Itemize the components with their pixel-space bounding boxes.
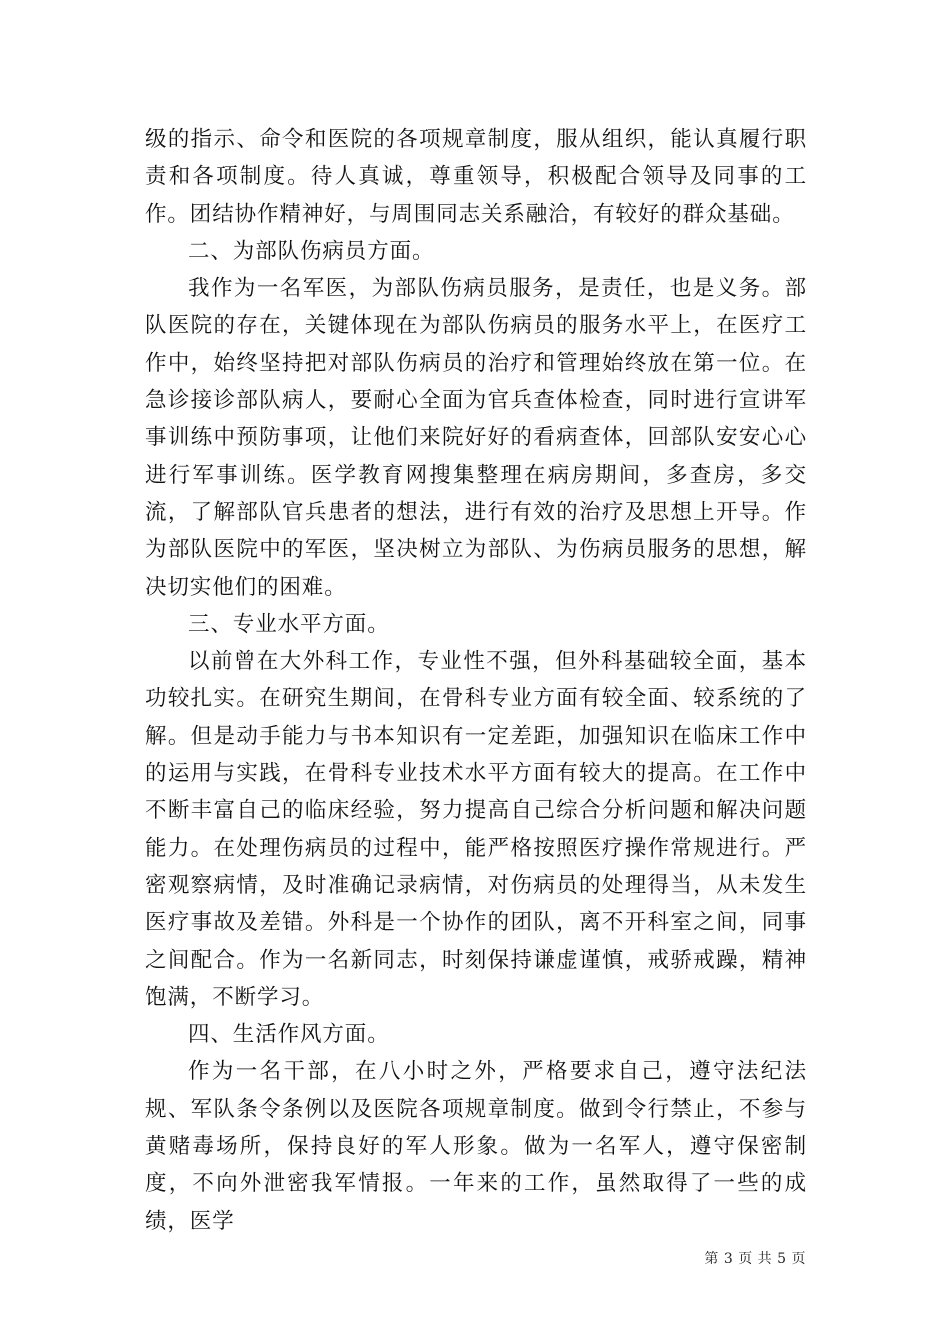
paragraph-conduct: 作为一名干部，在八小时之外，严格要求自己，遵守法纪法规、军队条令条例以及医院各项规章制度。做到令行禁止，不参与黄赌毒场所，保持良好的军人形象。做为一名军人，遵守保密制度，不向外泄密我军情报。一年来的工作，虽然取得了一些的成绩，医学	[145, 1059, 807, 1234]
section-heading-4: 四、生活作风方面。	[188, 1022, 390, 1048]
paragraph-continued: 级的指示、命令和医院的各项规章制度，服从组织，能认真履行职责和各项制度。待人真诚，尊重领导，积极配合领导及同事的工作。团结协作精神好，与周围同志关系融洽，有较好的群众基础。	[145, 127, 807, 227]
section-heading-2: 二、为部队伤病员方面。	[188, 238, 435, 264]
paragraph-professional: 以前曾在大外科工作，专业性不强，但外科基础较全面，基本功较扎实。在研究生期间，在骨科专业方面有较全面、较系统的了解。但是动手能力与书本知识有一定差距，加强知识在临床工作中的运用与实践，在骨科专业技术水平方面有较大的提高。在工作中不断丰富自己的临床经验，努力提高自己综合分析问题和解决问题能力。在处理伤病员的过程中，能严格按照医疗操作常规进行。严密观察病情，及时准确记录病情，对伤病员的处理得当，从未发生医疗事故及差错。外科是一个协作的团队，离不开科室之间，同事之间配合。作为一名新同志，时刻保持谦虚谨慎，戒骄戒躁，精神饱满，不断学习。	[145, 649, 807, 1010]
section-heading-3: 三、专业水平方面。	[188, 611, 390, 637]
document-body	[145, 121, 807, 1240]
page-footer: 第 3 页 共 5 页	[704, 1251, 806, 1267]
paragraph-service: 我作为一名军医，为部队伤病员服务，是责任，也是义务。部队医院的存在，关键体现在为部队伤病员的服务水平上，在医疗工作中，始终坚持把对部队伤病员的治疗和管理始终放在第一位。在急诊接诊部队病人，要耐心全面为官兵查体检查，同时进行宣讲军事训练中预防事项，让他们来院好好的看病查体，回部队安安心心进行军事训练。医学教育网搜集整理在病房期间，多查房，多交流，了解部队官兵患者的想法，进行有效的治疗及思想上开导。作为部队医院中的军医，坚决树立为部队、为伤病员服务的思想，解决切实他们的困难。	[145, 276, 807, 600]
